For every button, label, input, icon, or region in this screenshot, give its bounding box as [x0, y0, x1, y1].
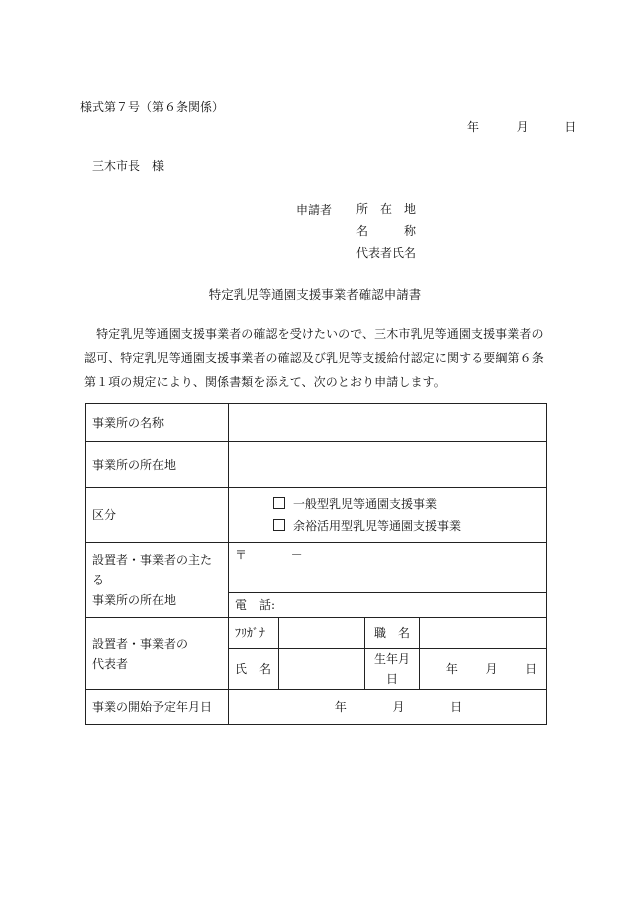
representative-label-line-2: 代表者: [92, 656, 129, 671]
office-location-field[interactable]: [229, 442, 547, 488]
document-title: 特定乳児等通園支援事業者確認申請書: [208, 287, 422, 302]
date-day: 日: [564, 120, 577, 134]
row-representative-furigana: [86, 618, 547, 649]
body-line-1: 特定乳児等通園支援事業者の確認を受けたいので、三木市乳児等通園支援事業者の: [84, 327, 544, 341]
application-table: [85, 403, 547, 725]
start-date-field[interactable]: [229, 690, 547, 725]
phone-label: 電 話:: [235, 598, 276, 612]
surplus-checkbox[interactable]: [273, 519, 285, 531]
category-options: [229, 488, 547, 543]
addressee: 三木市長 様: [92, 159, 165, 173]
start-month: 月: [392, 700, 405, 714]
surplus-option-label: 余裕活用型乳児等通園支援事業: [293, 519, 462, 533]
start-date-label: 事業の開始予定年月日: [86, 690, 229, 725]
body-text: [84, 322, 554, 394]
postal-mark: 〒: [235, 548, 248, 562]
general-checkbox[interactable]: [273, 497, 285, 509]
row-start-date: [86, 690, 547, 725]
dob-field[interactable]: [420, 649, 547, 690]
representative-label: [86, 618, 229, 690]
date-year: 年: [467, 120, 480, 134]
applicant-name-label: 名 称: [356, 224, 417, 238]
category-option-surplus[interactable]: [235, 515, 540, 537]
date-month: 月: [516, 120, 529, 134]
office-location-label: 事業所の所在地: [86, 442, 229, 488]
applicant-representative-label: 代表者氏名: [356, 246, 417, 260]
job-title-field[interactable]: [420, 618, 547, 649]
start-year: 年: [334, 700, 347, 714]
applicant-fields: [356, 201, 416, 267]
furigana-label: ﾌﾘｶﾞﾅ: [229, 618, 279, 649]
form-number: 様式第７号（第６条関係）: [80, 100, 225, 114]
start-day: 日: [450, 700, 463, 714]
dob-label: 生年月日: [365, 649, 420, 690]
representative-label-line-1: 設置者・事業者の: [92, 636, 189, 651]
row-office-name: [86, 404, 547, 442]
office-name-field[interactable]: [229, 404, 547, 442]
applicant-address-label: 所 在 地: [356, 202, 417, 216]
row-main-office-address: [86, 543, 547, 593]
category-option-general[interactable]: [235, 493, 540, 515]
main-office-address-field[interactable]: [229, 543, 547, 593]
phone-field[interactable]: [229, 593, 547, 618]
name-field[interactable]: [279, 649, 365, 690]
furigana-field[interactable]: [279, 618, 365, 649]
applicant-label: 申請者: [296, 203, 333, 217]
name-label: 氏 名: [229, 649, 279, 690]
body-line-3: 第１項の規定により、関係書類を添えて、次のとおり申請します。: [84, 375, 446, 389]
postal-dash: －: [290, 548, 303, 562]
category-label: 区分: [86, 488, 229, 543]
main-office-label-line-2: 事業所の所在地: [92, 593, 177, 607]
dob-year: 年: [445, 662, 458, 676]
row-category: [86, 488, 547, 543]
date-line: [467, 118, 576, 135]
general-option-label: 一般型乳児等通園支援事業: [293, 497, 438, 511]
row-office-location: [86, 442, 547, 488]
body-line-2: 認可、特定乳児等通園支援事業者の確認及び乳児等支援給付認定に関する要綱第６条: [84, 351, 544, 365]
job-title-label: 職 名: [365, 618, 420, 649]
dob-month: 月: [485, 662, 498, 676]
dob-day: 日: [525, 662, 538, 676]
main-office-label: [86, 543, 229, 618]
main-office-label-line-1: 設置者・事業者の主たる: [92, 553, 213, 587]
office-name-label: 事業所の名称: [86, 404, 229, 442]
